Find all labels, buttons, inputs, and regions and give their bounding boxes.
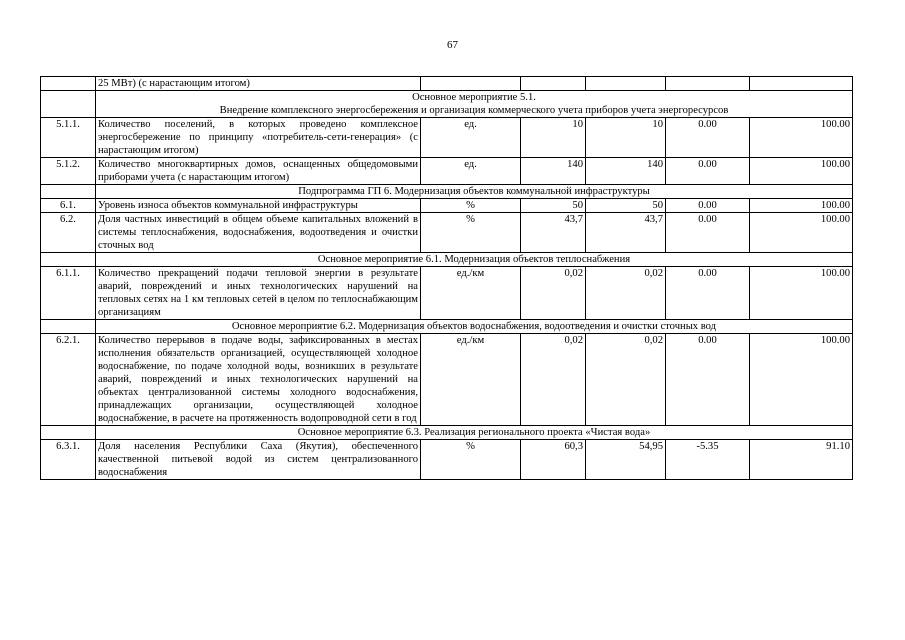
table-row [41, 213, 853, 253]
section-title-line: Подпрограмма ГП 6. Модернизация объектов коммунальной инфраструктуры [298, 186, 650, 197]
completion-percent: 100.00 [750, 334, 853, 426]
completion-percent [750, 77, 853, 91]
planned-value: 10 [521, 118, 586, 158]
unit-cell: ед./км [421, 267, 521, 320]
planned-value: 50 [521, 199, 586, 213]
table-row [41, 199, 853, 213]
section-title [96, 253, 853, 267]
unit-cell: % [421, 440, 521, 480]
section-title [96, 91, 853, 118]
planned-value: 43,7 [521, 213, 586, 253]
page-number: 67 [447, 39, 458, 51]
section-title-line: Основное мероприятие 6.3. Реализация регионального проекта «Чистая вода» [297, 427, 651, 438]
actual-value: 0,02 [586, 267, 666, 320]
section-header-row [41, 320, 853, 334]
section-number-cell [41, 253, 96, 267]
actual-value: 54,95 [586, 440, 666, 480]
indicator-number: 6.1.1. [41, 267, 96, 320]
deviation-value: 0.00 [666, 158, 750, 185]
actual-value: 140 [586, 158, 666, 185]
unit-cell: % [421, 199, 521, 213]
indicator-number [41, 77, 96, 91]
deviation-value: 0.00 [666, 118, 750, 158]
table-row [41, 118, 853, 158]
unit-cell: % [421, 213, 521, 253]
section-number-cell [41, 185, 96, 199]
indicator-name: Доля населения Республики Саха (Якутия), обеспеченного качественной питьевой водой из систем централизованного водоснабжения [96, 440, 421, 480]
actual-value: 43,7 [586, 213, 666, 253]
section-header-row [41, 426, 853, 440]
indicator-name: Доля частных инвестиций в общем объеме капитальных вложений в системы теплоснабжения, водоснабжения, водоотведения и очистки сточных вод [96, 213, 421, 253]
indicator-name: Уровень износа объектов коммунальной инфраструктуры [96, 199, 421, 213]
section-number-cell [41, 91, 96, 118]
indicator-number: 5.1.2. [41, 158, 96, 185]
section-header-row [41, 253, 853, 267]
indicator-name: Количество многоквартирных домов, оснащенных общедомовыми приборами учета (с нарастающим итогом) [96, 158, 421, 185]
actual-value: 50 [586, 199, 666, 213]
completion-percent: 100.00 [750, 118, 853, 158]
planned-value: 0,02 [521, 267, 586, 320]
section-title [96, 426, 853, 440]
table-row [41, 334, 853, 426]
completion-percent: 100.00 [750, 267, 853, 320]
planned-value: 60,3 [521, 440, 586, 480]
planned-value: 0,02 [521, 334, 586, 426]
indicator-name: 25 МВт) (с нарастающим итогом) [96, 77, 421, 91]
completion-percent: 100.00 [750, 213, 853, 253]
deviation-value: 0.00 [666, 213, 750, 253]
planned-value [521, 77, 586, 91]
table-row [41, 77, 853, 91]
deviation-value: 0.00 [666, 199, 750, 213]
unit-cell: ед./км [421, 334, 521, 426]
indicator-name: Количество перерывов в подаче воды, зафиксированных в местах исполнения обязательств организацией, осуществляющей холодное водоснабжение, по подаче холодной воды, возникших в результате аварий, повреждений и иных технологических нарушений на объектах централизованной системы холодного водоснабжения, принадлежащих организации, осуществляющей холодное водоснабжение, в расчете на протяженность водопроводной сети в год [96, 334, 421, 426]
section-header-row [41, 185, 853, 199]
unit-cell: ед. [421, 118, 521, 158]
indicator-number: 6.1. [41, 199, 96, 213]
section-title-line: Основное мероприятие 5.1. [412, 92, 536, 103]
indicator-number: 5.1.1. [41, 118, 96, 158]
unit-cell: ед. [421, 158, 521, 185]
section-title-line: Основное мероприятие 6.2. Модернизация объектов водоснабжения, водоотведения и очистки сточных вод [231, 321, 717, 332]
section-number-cell [41, 320, 96, 334]
section-title-line: Основное мероприятие 6.1. Модернизация объектов теплоснабжения [317, 254, 631, 265]
planned-value: 140 [521, 158, 586, 185]
actual-value: 10 [586, 118, 666, 158]
deviation-value: -5.35 [666, 440, 750, 480]
deviation-value [666, 77, 750, 91]
indicator-number: 6.2.1. [41, 334, 96, 426]
completion-percent: 91.10 [750, 440, 853, 480]
actual-value [586, 77, 666, 91]
section-number-cell [41, 426, 96, 440]
indicator-name: Количество прекращений подачи тепловой энергии в результате аварий, повреждений и иных технологических нарушений на тепловых сетях на 1 км тепловых сетей в целом по теплоснабжающим организациям [96, 267, 421, 320]
completion-percent: 100.00 [750, 158, 853, 185]
section-title-line: Внедрение комплексного энергосбережения и организация коммерческого учета приборов учета энергоресурсов [219, 105, 729, 116]
indicator-name: Количество поселений, в которых проведено комплексное энергосбережение по принципу «потребитель-сети-генерация» (с нарастающим итогом) [96, 118, 421, 158]
indicator-number: 6.2. [41, 213, 96, 253]
section-title [96, 185, 853, 199]
deviation-value: 0.00 [666, 334, 750, 426]
deviation-value: 0.00 [666, 267, 750, 320]
indicator-number: 6.3.1. [41, 440, 96, 480]
actual-value: 0,02 [586, 334, 666, 426]
indicators-table [40, 76, 853, 480]
completion-percent: 100.00 [750, 199, 853, 213]
unit-cell [421, 77, 521, 91]
section-header-row [41, 91, 853, 118]
table-row [41, 158, 853, 185]
table-row [41, 440, 853, 480]
section-title [96, 320, 853, 334]
table-row [41, 267, 853, 320]
